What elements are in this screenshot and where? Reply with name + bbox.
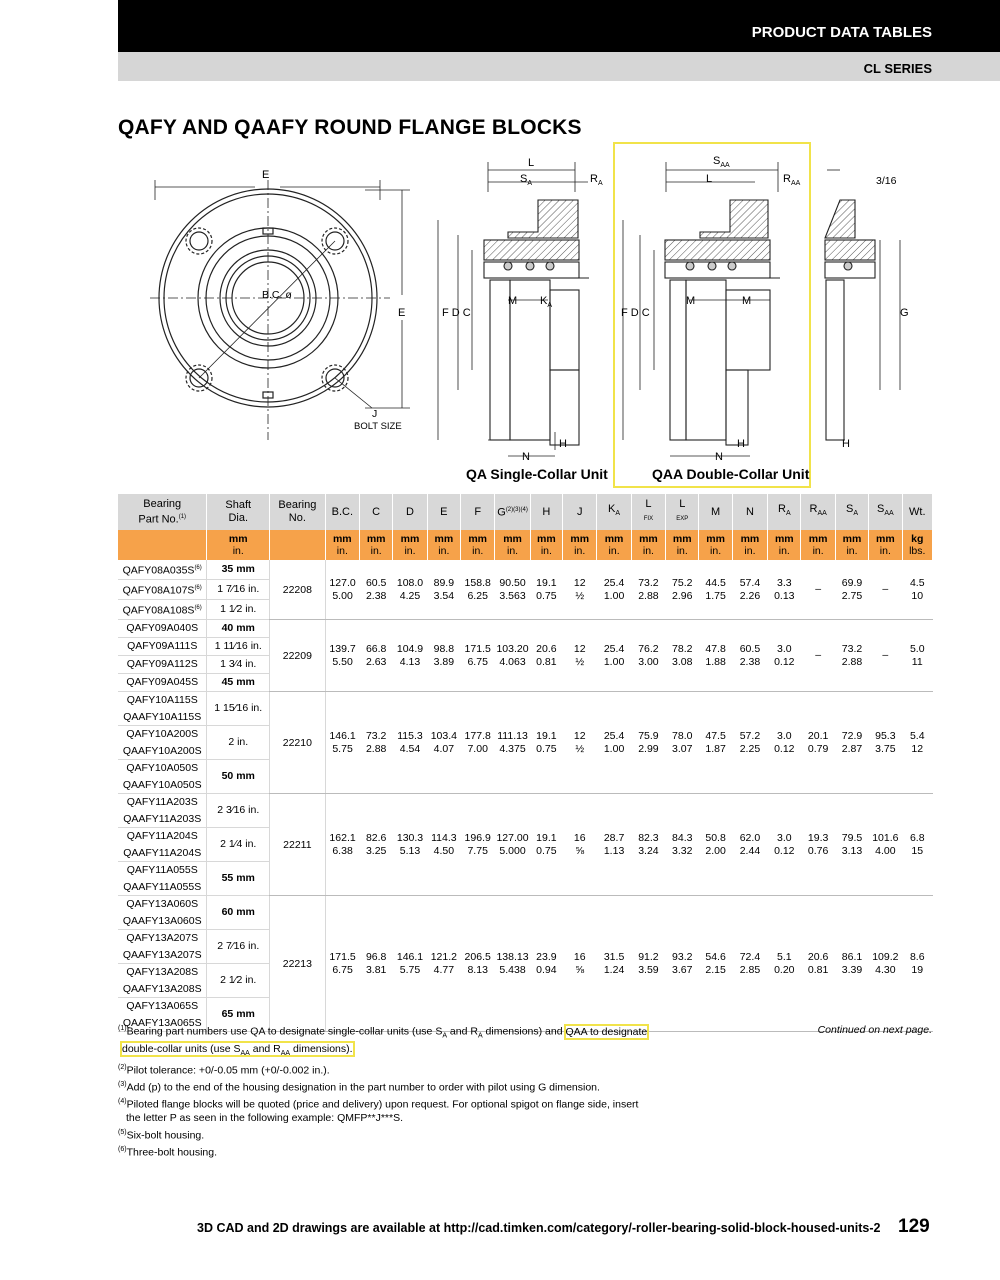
- dim-bolt-size: BOLT SIZE: [354, 421, 402, 432]
- col-ka: $K_A$: [597, 494, 631, 530]
- dimension-cell: 25.4 1.00: [597, 692, 631, 794]
- dimension-cell: 111.13 4.375: [495, 692, 530, 794]
- dimension-cell: 31.5 1.24: [597, 896, 631, 1032]
- dimensions-table: [118, 494, 933, 1032]
- dimension-cell: 103.4 4.07: [427, 692, 460, 794]
- table-row: [118, 620, 933, 638]
- header-series: CL SERIES: [863, 61, 932, 76]
- dim-J: J: [372, 408, 378, 420]
- dimension-cell: 177.8 7.00: [461, 692, 495, 794]
- dimension-cell: –: [801, 560, 835, 620]
- continued-note: Continued on next page.: [817, 1024, 932, 1036]
- unit-mm-in: mm in.: [359, 530, 392, 560]
- dim-SAA: $S_{AA}$: [713, 155, 730, 169]
- table-row: [118, 692, 933, 726]
- shaft-dia-cell: 1 15⁄16 in.: [207, 692, 270, 726]
- dimension-cell: 196.9 7.75: [461, 794, 495, 896]
- dimension-cell: 5.4 12: [902, 692, 933, 794]
- dim-FDC-single: F D C: [442, 307, 471, 319]
- part-number-cell: $QAFY08A107S^{(6)}$: [118, 580, 207, 600]
- dimension-cell: 162.1 6.38: [325, 794, 359, 896]
- highlight-qaa-text: QAA to designate: [565, 1025, 648, 1038]
- col-e: E: [427, 494, 460, 530]
- dim-bc: B.C. ø: [262, 289, 292, 301]
- dimension-cell: 138.13 5.438: [495, 896, 530, 1032]
- dimension-cell: 8.6 19: [902, 896, 933, 1032]
- unit-mm-in: mm in.: [869, 530, 902, 560]
- part-number-cell: QAFY13A065S QAAFY13A065S: [118, 998, 207, 1032]
- col-c: C: [359, 494, 392, 530]
- col-m: M: [699, 494, 732, 530]
- col-part-number: Bearing Part No.$^{(1)}$: [118, 494, 207, 530]
- dimension-cell: 3.3 0.13: [768, 560, 801, 620]
- part-number-cell: QAFY13A207S QAAFY13A207S: [118, 930, 207, 964]
- dim-RA-single: $R_A$: [590, 173, 603, 187]
- dimension-cell: 95.3 3.75: [869, 692, 902, 794]
- highlight-double-collar-text: double-collar units (use $S_{AA}$ and $R_{AA}$ dimensions).: [122, 1043, 353, 1058]
- part-number-cell: $QAFY08A035S^{(6)}$: [118, 560, 207, 580]
- dimension-cell: 3.0 0.12: [768, 620, 801, 692]
- part-number-cell: QAFY09A111S: [118, 638, 207, 656]
- footnote-1: $^{(1)}$Bearing part numbers use QA to designate single-collar units (use $S_A$ and $R_A$ dimensions) and QAA to designate: [118, 1025, 648, 1040]
- dim-E-top: E: [262, 169, 270, 181]
- dimension-cell: 20.6 0.81: [801, 896, 835, 1032]
- unit-mm-in: mm in.: [495, 530, 530, 560]
- col-sa: $S_A$: [835, 494, 868, 530]
- dimension-cell: 28.7 1.13: [597, 794, 631, 896]
- footnote-5: $^{(5)}$Six-bolt housing.: [118, 1128, 205, 1142]
- table-row: [118, 896, 933, 930]
- header-product-data-tables: PRODUCT DATA TABLES: [751, 24, 932, 41]
- unit-mm-in: mm in.: [666, 530, 699, 560]
- dimension-cell: 127.00 5.000: [495, 794, 530, 896]
- col-lexp: L EXP: [666, 494, 699, 530]
- dimension-cell: 98.8 3.89: [427, 620, 460, 692]
- footnote-1-cont: [118, 1043, 648, 1061]
- dimension-cell: 171.5 6.75: [325, 896, 359, 1032]
- shaft-dia-cell: 2 7⁄16 in.: [207, 930, 270, 964]
- unit-mm-in: mm in.: [461, 530, 495, 560]
- footnote-2: $^{(2)}$Pilot tolerance: +0/-0.05 mm (+0/-0.002 in.).: [118, 1063, 330, 1077]
- page-number: 129: [898, 1216, 930, 1237]
- col-bearing-no: Bearing No.: [270, 494, 326, 530]
- shaft-dia-cell: 2 3⁄16 in.: [207, 794, 270, 828]
- part-number-cell: QAFY11A204S QAAFY11A204S: [118, 828, 207, 862]
- dimension-cell: 101.6 4.00: [869, 794, 902, 896]
- dimension-cell: 19.1 0.75: [530, 560, 562, 620]
- dimension-cell: 69.9 2.75: [835, 560, 868, 620]
- unit-part: [118, 530, 207, 560]
- dimension-cell: 84.3 3.32: [666, 794, 699, 896]
- unit-mm-in: mm in.: [393, 530, 427, 560]
- col-lfix: L FIX: [631, 494, 665, 530]
- unit-shaft: mm in.: [207, 530, 270, 560]
- col-shaft-dia: Shaft Dia.: [207, 494, 270, 530]
- shaft-dia-cell: 65 mm: [207, 998, 270, 1032]
- dimension-cell: 66.8 2.63: [359, 620, 392, 692]
- table-row: [118, 560, 933, 580]
- dimension-cell: 16 ⅝: [563, 896, 597, 1032]
- dimension-cell: 115.3 4.54: [393, 692, 427, 794]
- dimension-cell: 19.1 0.75: [530, 692, 562, 794]
- unit-mm-in: mm in.: [732, 530, 767, 560]
- part-number-cell: QAFY10A050S QAAFY10A050S: [118, 760, 207, 794]
- shaft-dia-cell: 60 mm: [207, 896, 270, 930]
- shaft-dia-cell: 2 1⁄4 in.: [207, 828, 270, 862]
- dim-three-sixteenths: 3/16: [876, 175, 897, 187]
- dimension-cell: 57.2 2.25: [732, 692, 767, 794]
- unit-mm-in: mm in.: [835, 530, 868, 560]
- dimension-cell: 3.0 0.12: [768, 692, 801, 794]
- dimension-cell: 158.8 6.25: [461, 560, 495, 620]
- dimension-cell: 12 ½: [563, 560, 597, 620]
- dimension-cell: –: [869, 620, 902, 692]
- unit-weight: kg lbs.: [902, 530, 933, 560]
- bearing-number-cell: 22211: [270, 794, 326, 896]
- dim-H-double: H: [737, 438, 745, 450]
- dimension-cell: 79.5 3.13: [835, 794, 868, 896]
- bearing-number-cell: 22209: [270, 620, 326, 692]
- unit-mm-in: mm in.: [563, 530, 597, 560]
- dimension-cell: 76.2 3.00: [631, 620, 665, 692]
- unit-mm-in: mm in.: [597, 530, 631, 560]
- table-units-row: [118, 530, 933, 560]
- dimension-cell: 4.5 10: [902, 560, 933, 620]
- dimension-cell: 12 ½: [563, 620, 597, 692]
- dimension-cell: 44.5 1.75: [699, 560, 732, 620]
- dim-E-side: E: [398, 307, 406, 319]
- dimension-cell: 25.4 1.00: [597, 620, 631, 692]
- col-g: $G^{(2)(3)(4)}$: [495, 494, 530, 530]
- dim-KA: $K_A$: [540, 295, 553, 309]
- bearing-number-cell: 22213: [270, 896, 326, 1032]
- dim-H-single: H: [559, 438, 567, 450]
- dimension-cell: 171.5 6.75: [461, 620, 495, 692]
- pilot-side-view-drawing: [825, 170, 900, 440]
- col-n: N: [732, 494, 767, 530]
- unit-mm-in: mm in.: [801, 530, 835, 560]
- dim-M-double-1: M: [686, 295, 696, 307]
- dimension-cell: 47.8 1.88: [699, 620, 732, 692]
- dimension-cell: 20.6 0.81: [530, 620, 562, 692]
- shaft-dia-cell: 1 3⁄4 in.: [207, 656, 270, 674]
- dim-SA-single: $S_A$: [520, 173, 533, 187]
- double-collar-highlight: [613, 142, 811, 488]
- dimension-cell: 50.8 2.00: [699, 794, 732, 896]
- footnote-3: $^{(3)}$Add (p) to the end of the housing designation in the part number to order with pilot using G dimension.: [118, 1080, 600, 1094]
- dimension-cell: 146.1 5.75: [393, 896, 427, 1032]
- dimension-cell: 78.0 3.07: [666, 692, 699, 794]
- dimension-cell: 91.2 3.59: [631, 896, 665, 1032]
- part-number-cell: QAFY11A203S QAAFY11A203S: [118, 794, 207, 828]
- dimension-cell: 6.8 15: [902, 794, 933, 896]
- shaft-dia-cell: 45 mm: [207, 674, 270, 692]
- part-number-cell: QAFY10A200S QAAFY10A200S: [118, 726, 207, 760]
- dimension-cell: 96.8 3.81: [359, 896, 392, 1032]
- dimension-cell: 57.4 2.26: [732, 560, 767, 620]
- dimension-cell: 5.0 11: [902, 620, 933, 692]
- dimension-cell: 104.9 4.13: [393, 620, 427, 692]
- unit-mm-in: mm in.: [631, 530, 665, 560]
- footnotes: [118, 1022, 648, 1160]
- part-number-cell: QAFY13A060S QAAFY13A060S: [118, 896, 207, 930]
- dim-L-single: L: [528, 157, 535, 169]
- dimension-cell: 19.3 0.76: [801, 794, 835, 896]
- dimension-cell: 47.5 1.87: [699, 692, 732, 794]
- dim-RAA: $R_{AA}$: [783, 173, 801, 187]
- dimension-cell: 75.9 2.99: [631, 692, 665, 794]
- dimension-cell: 108.0 4.25: [393, 560, 427, 620]
- unit-mm-in: mm in.: [699, 530, 732, 560]
- dimension-cell: 73.2 2.88: [835, 620, 868, 692]
- dimension-cell: 86.1 3.39: [835, 896, 868, 1032]
- dimension-cell: 206.5 8.13: [461, 896, 495, 1032]
- caption-double-collar: QAA Double-Collar Unit: [652, 466, 810, 482]
- dimension-cell: 130.3 5.13: [393, 794, 427, 896]
- col-h: H: [530, 494, 562, 530]
- col-f: F: [461, 494, 495, 530]
- shaft-dia-cell: 2 in.: [207, 726, 270, 760]
- part-number-cell: QAFY11A055S QAAFY11A055S: [118, 862, 207, 896]
- col-j: J: [563, 494, 597, 530]
- dimension-cell: 82.3 3.24: [631, 794, 665, 896]
- shaft-dia-cell: 35 mm: [207, 560, 270, 580]
- part-number-cell: $QAFY08A108S^{(6)}$: [118, 600, 207, 620]
- col-bc: B.C.: [325, 494, 359, 530]
- dimension-cell: 89.9 3.54: [427, 560, 460, 620]
- part-number-cell: QAFY13A208S QAAFY13A208S: [118, 964, 207, 998]
- dimension-cell: 90.50 3.563: [495, 560, 530, 620]
- table-header-row: [118, 494, 933, 530]
- dimension-cell: 127.0 5.00: [325, 560, 359, 620]
- dimension-cell: –: [801, 620, 835, 692]
- part-number-cell: QAFY09A040S: [118, 620, 207, 638]
- dim-M-double-2: M: [742, 295, 752, 307]
- caption-single-collar: QA Single-Collar Unit: [466, 466, 608, 482]
- footnote-6: $^{(6)}$Three-bolt housing.: [118, 1145, 218, 1159]
- dim-G: G: [900, 307, 909, 319]
- dimension-cell: 73.2 2.88: [631, 560, 665, 620]
- part-number-cell: QAFY09A045S: [118, 674, 207, 692]
- part-number-cell: QAFY09A112S: [118, 656, 207, 674]
- dimension-cell: 109.2 4.30: [869, 896, 902, 1032]
- col-wt: Wt.: [902, 494, 933, 530]
- shaft-dia-cell: 55 mm: [207, 862, 270, 896]
- dimension-cell: 60.5 2.38: [359, 560, 392, 620]
- shaft-dia-cell: 1 11⁄16 in.: [207, 638, 270, 656]
- dimension-cell: –: [869, 560, 902, 620]
- unit-mm-in: mm in.: [530, 530, 562, 560]
- header-band-secondary: [118, 52, 1000, 81]
- col-ra: $R_A$: [768, 494, 801, 530]
- dimension-cell: 5.1 0.20: [768, 896, 801, 1032]
- page-title: QAFY AND QAAFY ROUND FLANGE BLOCKS: [118, 116, 582, 139]
- dimension-cell: 62.0 2.44: [732, 794, 767, 896]
- dimension-cell: 23.9 0.94: [530, 896, 562, 1032]
- dimension-cell: 20.1 0.79: [801, 692, 835, 794]
- dimension-cell: 54.6 2.15: [699, 896, 732, 1032]
- unit-mm-in: mm in.: [768, 530, 801, 560]
- dimension-cell: 12 ½: [563, 692, 597, 794]
- dimension-cell: 3.0 0.12: [768, 794, 801, 896]
- unit-bearing: [270, 530, 326, 560]
- col-d: D: [393, 494, 427, 530]
- dimension-cell: 60.5 2.38: [732, 620, 767, 692]
- dim-N-double: N: [715, 451, 723, 463]
- dimension-cell: 82.6 3.25: [359, 794, 392, 896]
- dimension-cell: 73.2 2.88: [359, 692, 392, 794]
- unit-mm-in: mm in.: [325, 530, 359, 560]
- dim-L-double: L: [706, 173, 713, 185]
- col-saa: $S_{AA}$: [869, 494, 902, 530]
- dimension-cell: 121.2 4.77: [427, 896, 460, 1032]
- header-band-primary: [118, 0, 1000, 52]
- footnote-4: $^{(4)}$Piloted flange blocks will be quoted (price and delivery) upon request. For optional spigot on flange side, insert: [118, 1098, 639, 1111]
- front-view-drawing: [150, 180, 410, 440]
- shaft-dia-cell: 40 mm: [207, 620, 270, 638]
- shaft-dia-cell: 1 7⁄16 in.: [207, 580, 270, 600]
- part-number-cell: QAFY10A115S QAAFY10A115S: [118, 692, 207, 726]
- bearing-number-cell: 22208: [270, 560, 326, 620]
- dim-N-single: N: [522, 451, 530, 463]
- dimension-cell: 19.1 0.75: [530, 794, 562, 896]
- dim-M-single: M: [508, 295, 518, 307]
- footer-cad-link[interactable]: 3D CAD and 2D drawings are available at http://cad.timken.com/category/-roller-bearing-solid-block-housed-units-2: [197, 1221, 881, 1235]
- shaft-dia-cell: 2 1⁄2 in.: [207, 964, 270, 998]
- dimension-cell: 72.4 2.85: [732, 896, 767, 1032]
- dim-H-pilot: H: [842, 438, 850, 450]
- dimension-cell: 78.2 3.08: [666, 620, 699, 692]
- dimension-cell: 16 ⅝: [563, 794, 597, 896]
- dimension-cell: 75.2 2.96: [666, 560, 699, 620]
- dimension-cell: 146.1 5.75: [325, 692, 359, 794]
- col-raa: $R_{AA}$: [801, 494, 835, 530]
- unit-mm-in: mm in.: [427, 530, 460, 560]
- dimension-cell: 25.4 1.00: [597, 560, 631, 620]
- shaft-dia-cell: 1 1⁄2 in.: [207, 600, 270, 620]
- bearing-number-cell: 22210: [270, 692, 326, 794]
- footnote-4-cont: the letter P as seen in the following example: QMFP**J***S.: [126, 1112, 404, 1125]
- dimension-cell: 72.9 2.87: [835, 692, 868, 794]
- dimension-cell: 93.2 3.67: [666, 896, 699, 1032]
- dimension-cell: 114.3 4.50: [427, 794, 460, 896]
- shaft-dia-cell: 50 mm: [207, 760, 270, 794]
- table-body: [118, 560, 933, 1032]
- dimension-cell: 103.20 4.063: [495, 620, 530, 692]
- dimension-cell: 139.7 5.50: [325, 620, 359, 692]
- table-row: [118, 794, 933, 828]
- dim-FDC-double: F D C: [621, 307, 650, 319]
